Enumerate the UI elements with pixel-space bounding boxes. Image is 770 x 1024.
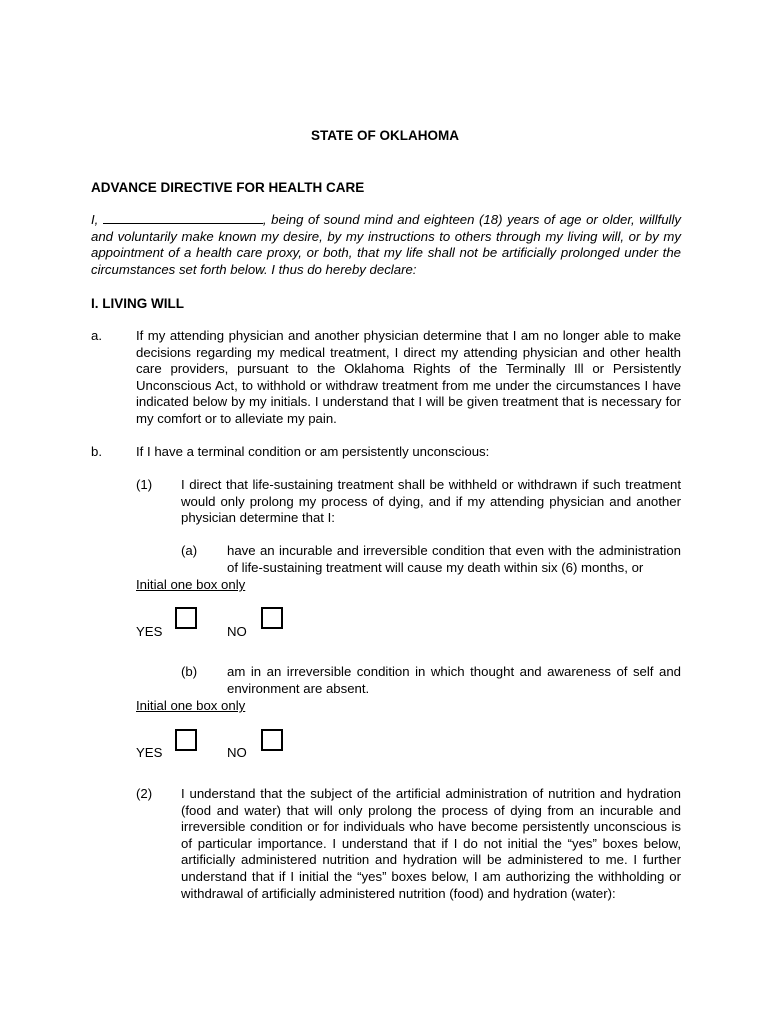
item-b-text: am in an irreversible condition in which thought and awareness of self and environment are absent. — [227, 664, 681, 696]
item-1-text: I direct that life-sustaining treatment shall be withheld or withdrawn if such treatment would only prolong my process of dying, and if my attending physician and another physician determine that I: — [181, 477, 681, 526]
item-b-no-label: NO — [227, 745, 247, 760]
page-title: STATE OF OKLAHOMA — [311, 128, 459, 143]
section-a-marker: a. — [91, 328, 102, 343]
living-will-heading: I. LIVING WILL — [91, 296, 184, 311]
item-a-marker: (a) — [181, 543, 198, 558]
item-1-marker: (1) — [136, 477, 153, 492]
item-b-marker: (b) — [181, 664, 198, 679]
item-a-yes-label: YES — [136, 624, 163, 639]
item-a-no-label: NO — [227, 624, 247, 639]
item-b-yes-checkbox[interactable] — [175, 729, 197, 751]
item-a-yes-checkbox[interactable] — [175, 607, 197, 629]
item-2-text: I understand that the subject of the artificial administration of nutrition and hydration (food and water) that will only prolong the process of dying from an incurable and irreversible condition or for individuals who have become persistently unconscious is of particular importance. I understand that if I do not initial the “yes” boxes below, artificially administered nutrition and hydration will be administered to me. I further understand that if I initial the “yes” boxes below, I am authorizing the withholding or withdrawal of artificially administered nutrition (food) and hydration (water): — [181, 786, 681, 901]
item-a-no-checkbox[interactable] — [261, 607, 283, 629]
item-2-marker: (2) — [136, 786, 153, 801]
section-b-text: If I have a terminal condition or am persistently unconscious: — [136, 444, 490, 459]
section-b-marker: b. — [91, 444, 102, 459]
intro-paragraph — [91, 211, 681, 278]
name-blank-field[interactable] — [103, 211, 263, 224]
intro-text: , being of sound mind and eighteen (18) years of age or older, willfully and voluntarily make known my desire, by my instructions to others through my living will, or by my appointment of a health care proxy, or both, that my life shall not be artificially prolonged under the circumstances set forth below. I thus do hereby declare: — [91, 212, 681, 277]
item-a-initial-label: Initial one box only — [136, 577, 246, 592]
item-b-no-checkbox[interactable] — [261, 729, 283, 751]
directive-heading: ADVANCE DIRECTIVE FOR HEALTH CARE — [91, 180, 365, 195]
item-b-initial-label: Initial one box only — [136, 698, 246, 713]
section-a-text: If my attending physician and another physician determine that I am no longer able to make decisions regarding my medical treatment, I direct my attending physician and other health care providers, pursuant to the Oklahoma Rights of the Terminally Ill or Persistently Unconscious Act, to withhold or withdraw treatment from me under the circumstances I have indicated below by my initials. I understand that I will be given treatment that is necessary for my comfort or to alleviate my pain. — [136, 328, 681, 426]
intro-prefix: I, — [91, 212, 103, 227]
item-b-yes-label: YES — [136, 745, 163, 760]
item-a-text: have an incurable and irreversible condition that even with the administration of life-sustaining treatment will cause my death within six (6) months, or — [227, 543, 681, 575]
